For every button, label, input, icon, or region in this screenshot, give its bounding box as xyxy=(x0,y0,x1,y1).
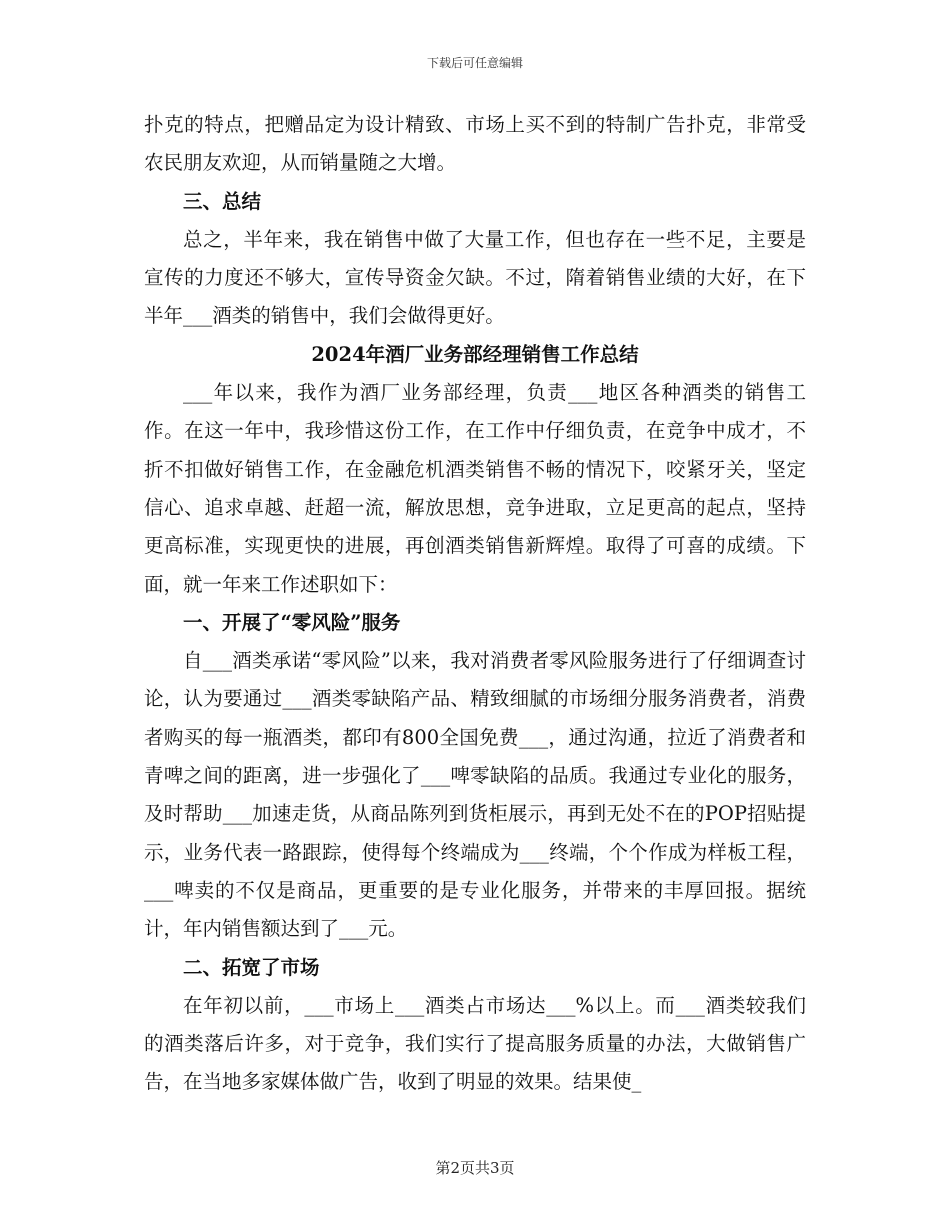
section-heading-market: 二、拓宽了市场 xyxy=(183,955,320,979)
document-title: 2024年酒厂业务部经理销售工作总结 xyxy=(311,342,639,366)
page-header-note: 下载后可任意编辑 xyxy=(426,56,523,70)
paragraph-market: 在年初以前，___市场上___酒类占市场达___%以上。而___酒类较我们的酒类落后许多，对于竞争，我们实行了提高服务质量的办法，大做销售广告，在当地多家媒体做广告，收到了明显的效果。结果使_ xyxy=(144,993,806,1094)
paragraph-intro: ___年以来，我作为酒厂业务部经理，负责___地区各种酒类的销售工作。在这一年中，我珍惜这份工作，在工作中仔细负责，在竞争中成才，不折不扣做好销售工作，在金融危机酒类销售不畅的情况下，咬紧牙关，坚定信心、追求卓越、赶超一流，解放思想，竞争进取，立足更高的起点，坚持更高标准，实现更快的进展，再创酒类销售新辉煌。取得了可喜的成绩。下面，就一年来工作述职如下： xyxy=(144,381,806,596)
section-heading-summary: 三、总结 xyxy=(183,189,262,213)
paragraph-continued: 扑克的特点，把赠品定为设计精致、市场上买不到的特制广告扑克，非常受农民朋友欢迎，从而销量随之大增。 xyxy=(144,113,806,175)
paragraph-summary: 总之，半年来，我在销售中做了大量工作，但也存在一些不足，主要是宣传的力度还不够大，宣传导资金欠缺。不过，隋着销售业绩的大好，在下半年___酒类的销售中，我们会做得更好。 xyxy=(144,227,806,328)
section-heading-zero-risk: 一、开展了“零风险”服务 xyxy=(183,610,401,634)
paragraph-zero-risk: 自___酒类承诺“零风险”以来，我对消费者零风险服务进行了仔细调查讨论，认为要通过___酒类零缺陷产品、精致细腻的市场细分服务消费者，消费者购买的每一瓶酒类，都印有800全国免费___，通过沟通，拉近了消费者和青啤之间的距离，进一步强化了___啤零缺陷的品质。我通过专业化的服务，及时帮助___加速走货，从商品陈列到货柜展示，再到无处不在的POP招贴提示，业务代表一路跟踪，使得每个终端成为___终端，个个作成为样板工程，___啤卖的不仅是商品，更重要的是专业化服务，并带来的丰厚回报。据统计，年内销售额达到了___元。 xyxy=(144,649,806,941)
page-number: 第2页共3页 xyxy=(435,1159,515,1177)
document-body xyxy=(144,106,806,1102)
